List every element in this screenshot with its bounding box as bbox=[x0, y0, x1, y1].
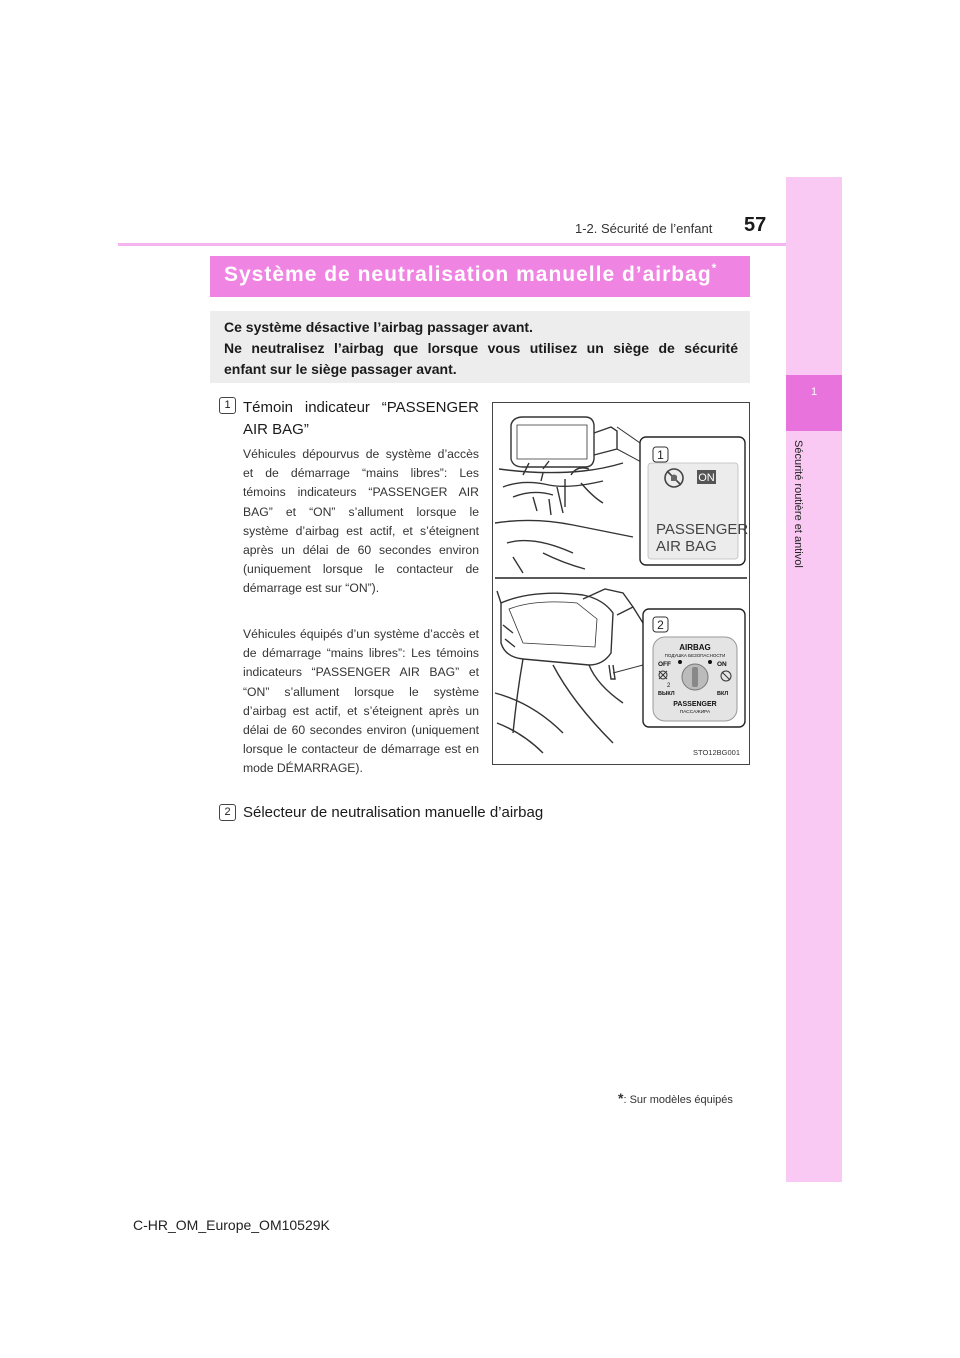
chapter-number: 1 bbox=[810, 386, 818, 398]
dashboard-illustration bbox=[492, 402, 750, 765]
intro-line-2: Ne neutralisez l’airbag que lorsque vous utilisez un siège de sécurité bbox=[224, 340, 738, 356]
switch-small-2: 2 bbox=[667, 683, 671, 689]
switch-passenger-label: PASSENGER bbox=[673, 701, 717, 708]
footnote bbox=[618, 1090, 733, 1106]
page-title bbox=[210, 256, 750, 297]
intro-box bbox=[210, 311, 750, 383]
side-tab-active-chapter bbox=[786, 375, 842, 431]
intro-line-1: Ce système désactive l’airbag passager avant. bbox=[224, 319, 533, 335]
section-title: 1-2. Sécurité de l’enfant bbox=[575, 221, 713, 236]
asterisk-marker: * bbox=[711, 261, 718, 275]
page-number: 57 bbox=[744, 214, 767, 236]
page-title-text: Système de neutralisation manuelle d’airbag bbox=[224, 263, 712, 286]
callout-number-1: 1 bbox=[657, 448, 664, 462]
document-id: C-HR_OM_Europe_OM10529K bbox=[133, 1217, 330, 1233]
item-2-heading: Sélecteur de neutralisation manuelle d’airbag bbox=[243, 804, 544, 821]
item-1-heading-line-2: AIR BAG” bbox=[243, 421, 309, 438]
passenger-indicator-line-1: PASSENGER bbox=[656, 521, 749, 538]
on-indicator-label: ON bbox=[698, 472, 715, 484]
passenger-indicator-line-2: AIR BAG bbox=[656, 538, 717, 555]
switch-airbag-label: AIRBAG bbox=[679, 643, 711, 652]
item-1-paragraph-1: Véhicules dépourvus de système d’accès et de démarrage “mains libres”: Les témoins indicateurs “PASSENGER AIR BAG” et “ON” s’allument lorsque le système d’airbag est actif, et s’éteignent après un délai de 60 secondes environ (uniquement lorsque le contacteur de démarrage est sur “ON”). bbox=[243, 447, 479, 596]
chapter-title: Sécurité routière et antivol bbox=[792, 440, 804, 568]
callout-number-2: 2 bbox=[657, 618, 664, 632]
switch-off-label: OFF bbox=[658, 661, 671, 668]
side-tab bbox=[786, 177, 842, 1182]
illustration-drawing bbox=[493, 403, 749, 764]
intro-line-3: enfant sur le siège passager avant. bbox=[224, 361, 457, 377]
switch-on-label: ON bbox=[717, 661, 727, 668]
item-number-badge-2: 2 bbox=[219, 804, 236, 821]
item-1-paragraph-2: Véhicules équipés d’un système d’accès et de démarrage “mains libres”: Les témoins indicateurs “PASSENGER AIR BAG” et “ON” s’allument lorsque le système d’airbag est actif, et s’éteignent après un délai de 60 secondes environ (uniquement lorsque le contacteur de démarrage est en mode DÉMARRAGE). bbox=[243, 627, 479, 776]
figure-code: STO12BG001 bbox=[693, 748, 740, 757]
footnote-asterisk: * bbox=[618, 1090, 624, 1106]
switch-passenger-ru-label: ПАССАЖИРА bbox=[679, 710, 711, 715]
switch-airbag-ru-label: ПОДУШКА БЕЗОПАСНОСТИ bbox=[664, 653, 726, 658]
item-number-badge-1: 1 bbox=[219, 397, 236, 414]
switch-off-ru-label: ВЫКЛ bbox=[658, 691, 675, 697]
item-1-heading-line-1: Témoin indicateur “PASSENGER bbox=[243, 399, 479, 416]
switch-on-ru-label: ВКЛ bbox=[717, 691, 729, 697]
header-rule bbox=[118, 243, 786, 246]
footnote-text: : Sur modèles équipés bbox=[623, 1094, 733, 1106]
